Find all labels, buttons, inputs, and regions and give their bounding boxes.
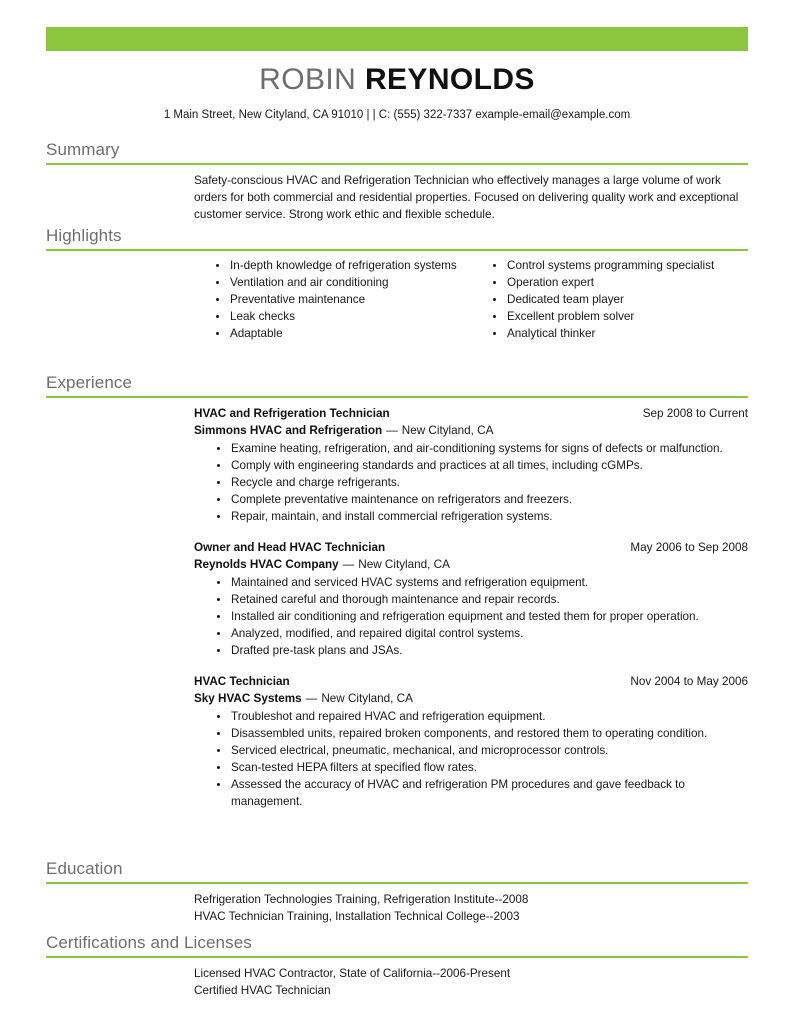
header-accent-bar (46, 27, 748, 51)
job-title: HVAC Technician (194, 675, 290, 688)
list-item: Operation expert (471, 274, 748, 291)
section-education (46, 858, 748, 925)
job-location: New Cityland, CA (358, 558, 450, 571)
list-item: Adaptable (194, 325, 471, 342)
job-title: Owner and Head HVAC Technician (194, 541, 386, 554)
list-item: Refrigeration Technologies Training, Refrigeration Institute--2008 (194, 893, 529, 906)
section-certifications (46, 932, 748, 999)
list-item: HVAC Technician Training, Installation Technical College--2003 (194, 910, 520, 923)
job-bullet-list (194, 708, 748, 810)
resume-header (46, 62, 748, 123)
list-item: Dedicated team player (471, 291, 748, 308)
job-separator: — (305, 692, 318, 705)
job-bullet: Troubleshot and repaired HVAC and refrigeration equipment. (194, 708, 749, 725)
job-separator: — (342, 558, 355, 571)
list-item: Leak checks (194, 308, 471, 325)
first-name: ROBIN (259, 63, 357, 96)
list-item: In-depth knowledge of refrigeration systems (194, 257, 471, 274)
job-bullet: Installed air conditioning and refrigeration equipment and tested them for proper operation. (194, 608, 749, 625)
job-bullet: Assessed the accuracy of HVAC and refrigeration PM procedures and gave feedback to management. (194, 776, 749, 810)
job-company: Sky HVAC Systems (194, 692, 302, 705)
section-highlights (46, 225, 748, 342)
highlights-column-right (471, 257, 748, 342)
job-bullet: Examine heating, refrigeration, and air-conditioning systems for signs of defects or malfunction. (194, 440, 749, 457)
job-location: New Cityland, CA (321, 692, 413, 705)
list-item: Certified HVAC Technician (194, 984, 331, 997)
job-bullet-list (194, 440, 748, 525)
experience-title-row (194, 539, 748, 556)
list-item: Analytical thinker (471, 325, 748, 342)
section-title-highlights: Highlights (46, 226, 122, 245)
job-bullet: Serviced electrical, pneumatic, mechanical, and microprocessor controls. (194, 742, 749, 759)
job-bullet: Disassembled units, repaired broken components, and restored them to operating condition. (194, 725, 749, 742)
contact-line: 1 Main Street, New Cityland, CA 91010 | | C: (555) 322-7337 example-email@example.com (163, 109, 631, 121)
experience-title-row (194, 405, 748, 422)
education-body (46, 884, 748, 925)
list-item: Licensed HVAC Contractor, State of California--2006-Present (194, 967, 511, 980)
experience-title-row (194, 673, 748, 690)
job-company-row (194, 690, 748, 707)
last-name: REYNOLDS (364, 63, 535, 96)
experience-entry (194, 539, 748, 659)
job-bullet: Analyzed, modified, and repaired digital control systems. (194, 625, 749, 642)
list-item: Excellent problem solver (471, 308, 748, 325)
job-location: New Cityland, CA (401, 424, 494, 437)
job-bullet: Retained careful and thorough maintenance and repair records. (194, 591, 749, 608)
job-bullet: Drafted pre-task plans and JSAs. (194, 642, 749, 659)
section-title-summary: Summary (46, 140, 120, 159)
job-bullet: Complete preventative maintenance on refrigerators and freezers. (194, 491, 749, 508)
section-title-experience: Experience (46, 373, 133, 392)
job-bullet: Repair, maintain, and install commercial refrigeration systems. (194, 508, 749, 525)
job-bullet: Scan-tested HEPA filters at specified flow rates. (194, 759, 749, 776)
highlights-list-left (194, 257, 471, 342)
experience-body (46, 398, 748, 810)
job-separator: — (386, 424, 398, 437)
highlights-columns (46, 251, 748, 342)
highlights-column-left (194, 257, 471, 342)
experience-entry (194, 673, 748, 810)
job-company-row (194, 422, 748, 439)
highlights-list-right (471, 257, 748, 342)
candidate-name (46, 62, 748, 98)
list-item: Control systems programming specialist (471, 257, 748, 274)
section-title-education: Education (46, 859, 123, 878)
job-dates: May 2006 to Sep 2008 (630, 541, 748, 554)
list-item: Ventilation and air conditioning (194, 274, 471, 291)
job-company: Reynolds HVAC Company (194, 558, 339, 571)
job-title: HVAC and Refrigeration Technician (194, 407, 390, 420)
section-experience (46, 372, 748, 810)
job-company-row (194, 556, 748, 573)
list-item: Preventative maintenance (194, 291, 471, 308)
job-dates: Nov 2004 to May 2006 (630, 675, 748, 688)
section-summary (46, 139, 748, 223)
certifications-body (46, 958, 748, 999)
experience-entry (194, 405, 748, 525)
job-bullet: Comply with engineering standards and practices at all times, including cGMPs. (194, 457, 749, 474)
job-bullet: Recycle and charge refrigerants. (194, 474, 749, 491)
job-bullet-list (194, 574, 748, 659)
section-title-certifications: Certifications and Licenses (46, 933, 252, 952)
summary-body (46, 165, 748, 223)
job-bullet: Maintained and serviced HVAC systems and refrigeration equipment. (194, 574, 749, 591)
job-company: Simmons HVAC and Refrigeration (194, 424, 383, 437)
job-dates: Sep 2008 to Current (642, 407, 748, 420)
summary-text: Safety-conscious HVAC and Refrigeration Technician who effectively manages a large volume of work orders for both commercial and residential properties. Focused on delivering quality work and exceptional customer service. Strong work ethic and flexible schedule. (194, 174, 739, 221)
